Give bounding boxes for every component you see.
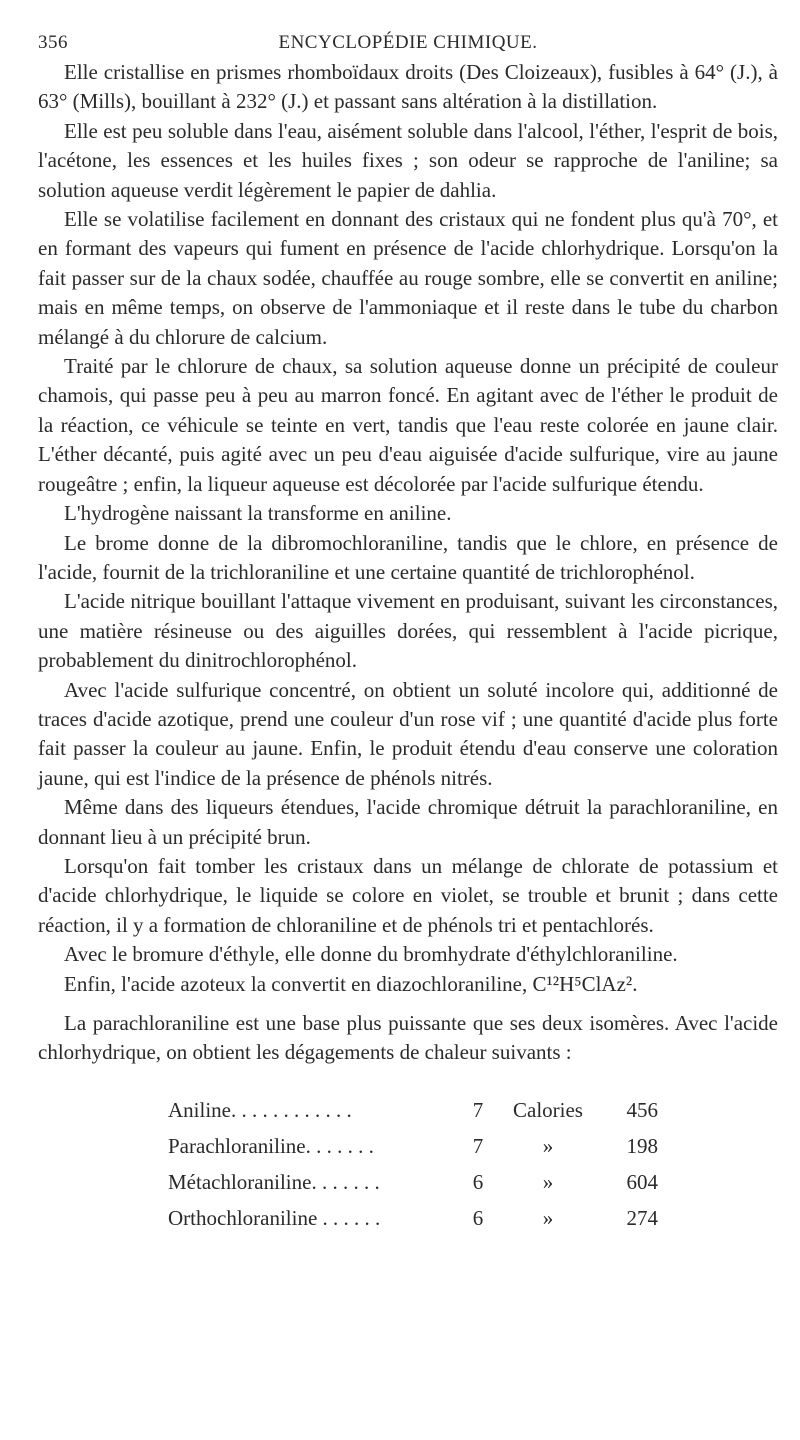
table-row: [168, 1202, 658, 1238]
heat-unit: »: [542, 1133, 554, 1158]
paragraph: Elle cristallise en prismes rhomboïdaux droits (Des Cloizeaux), fusibles à 64° (J.), à 63° (Mills), bouillant à 232° (J.) et passant sans altération à la distillation.: [38, 60, 778, 114]
heat-value: 7: [472, 1133, 484, 1158]
paragraph: L'acide nitrique bouillant l'attaque vivement en produisant, suivant les circonstances, une matière résineuse ou des aiguilles dorées, qui ressemblent à l'acide picrique, probablement du dinitrochlorophénol.: [38, 589, 778, 673]
table-row: [168, 1130, 658, 1166]
table-row: [168, 1166, 658, 1202]
compound-name: Orthochloraniline . . . . . .: [168, 1205, 381, 1230]
paragraph: Avec le bromure d'éthyle, elle donne du bromhydrate d'éthylchloraniline.: [64, 942, 678, 967]
page-header: [38, 24, 778, 58]
paragraph: La parachloraniline est une base plus puissante que ses deux isomères. Avec l'acide chlorhydrique, on obtient les dégagements de chaleur suivants :: [38, 1011, 778, 1065]
table-row: [168, 1094, 658, 1130]
heat-fraction: 456: [626, 1097, 658, 1122]
paragraph: Traité par le chlorure de chaux, sa solution aqueuse donne un précipité de couleur chamois, qui passe peu à peu au marron foncé. En agitant avec de l'éther le produit de la réaction, ce véhicule se teinte en vert, tandis que l'eau reste colorée en jaune clair. L'éther décanté, puis agité avec un peu d'eau aiguisée d'acide sulfurique, vire au jaune rougeâtre ; enfin, la liqueur aqueuse est décolorée par l'acide sulfurique étendu.: [38, 354, 778, 496]
paragraph: Elle est peu soluble dans l'eau, aisément soluble dans l'alcool, l'éther, l'esprit de bois, l'acétone, les essences et les huiles fixes ; son odeur se rapproche de l'aniline; sa solution aqueuse verdit légèrement le papier de dahlia.: [38, 118, 778, 202]
heat-fraction: 198: [626, 1133, 658, 1158]
paragraph: Même dans des liqueurs étendues, l'acide chromique détruit la parachloraniline, en donnant lieu à un précipité brun.: [38, 795, 778, 849]
paragraph: Le brome donne de la dibromochloraniline, tandis que le chlore, en présence de l'acide, fournit de la trichloraniline et une certaine quantité de trichlorophénol.: [38, 530, 778, 584]
heat-value: 7: [472, 1097, 484, 1122]
heat-unit: »: [542, 1205, 554, 1230]
paragraph: Lorsqu'on fait tomber les cristaux dans un mélange de chlorate de potassium et d'acide chlorhydrique, le liquide se colore en violet, se trouble et brunit ; dans cette réaction, il y a formation de chloraniline et de phénols tri et pentachlorés.: [38, 853, 778, 937]
heat-fraction: 274: [626, 1205, 658, 1230]
running-title: ENCYCLOPÉDIE CHIMIQUE.: [278, 32, 538, 53]
compound-name: Aniline. . . . . . . . . . . .: [168, 1097, 352, 1122]
heat-fraction: 604: [626, 1169, 658, 1194]
heat-table: [168, 1094, 658, 1238]
paragraph: Enfin, l'acide azoteux la convertit en diazochloraniline, C¹²H⁵ClAz².: [64, 971, 638, 996]
paragraph: Avec l'acide sulfurique concentré, on obtient un soluté incolore qui, additionné de traces d'acide azotique, prend une couleur d'un rose vif ; une quantité d'acide plus forte fait passer la couleur au jaune. Enfin, le produit étendu d'eau conserve une coloration jaune, qui est l'indice de la présence de phénols nitrés.: [38, 677, 778, 790]
heat-value: 6: [472, 1169, 484, 1194]
heat-unit: »: [542, 1169, 554, 1194]
page-number: 356: [38, 32, 68, 53]
heat-value: 6: [472, 1205, 484, 1230]
paragraph: L'hydrogène naissant la transforme en aniline.: [64, 501, 452, 526]
paragraph: Elle se volatilise facilement en donnant des cristaux qui ne fondent plus qu'à 70°, et en formant des vapeurs qui fument en présence de l'acide chlorhydrique. Lorsqu'on la fait passer sur de la chaux sodée, chauffée au rouge sombre, elle se convertit en aniline; mais en même temps, on observe de l'ammoniaque et il reste dans le tube du charbon mélangé à du chlorure de calcium.: [38, 207, 778, 349]
body-text: [38, 58, 778, 1068]
compound-name: Parachloraniline. . . . . . .: [168, 1133, 374, 1158]
compound-name: Métachloraniline. . . . . . .: [168, 1169, 380, 1194]
heat-unit: Calories: [513, 1097, 583, 1122]
